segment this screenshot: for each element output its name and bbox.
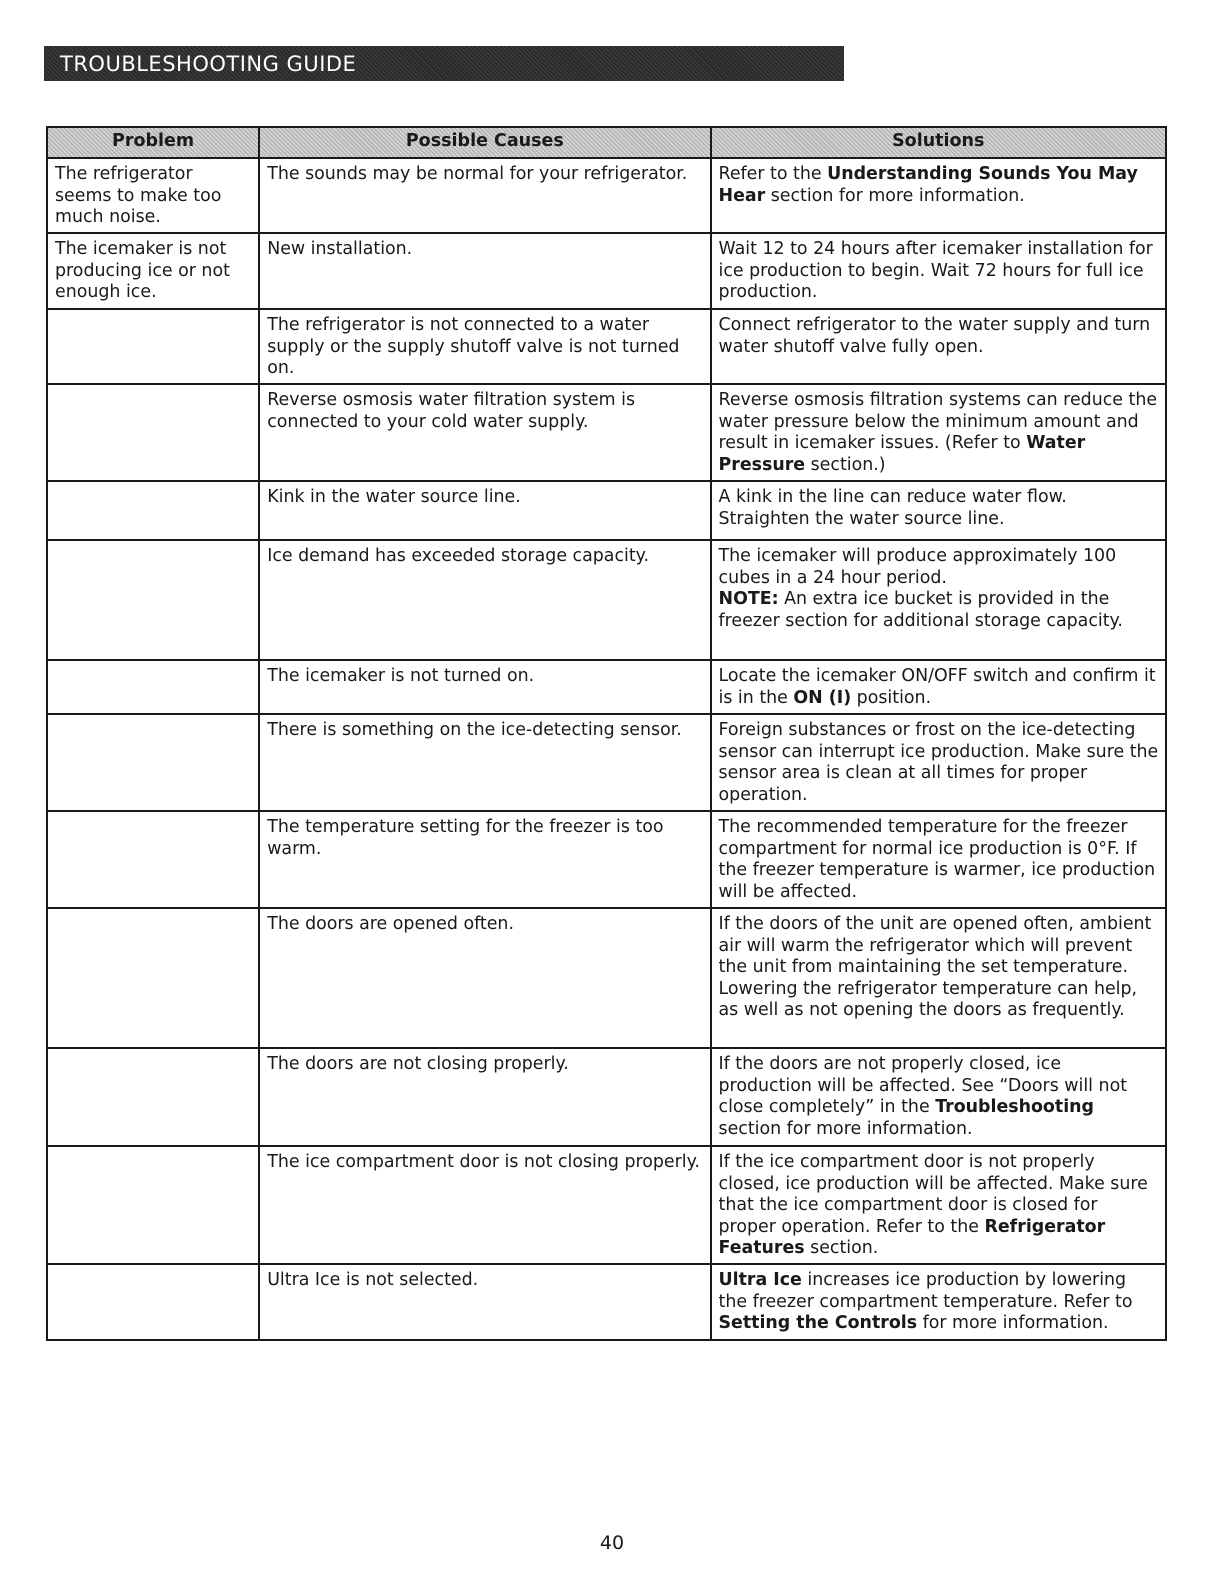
solution-bold-text: Setting the Controls — [718, 1313, 918, 1334]
table-row — [47, 233, 1166, 309]
solution-bold-text: Refrigerator Features — [718, 1216, 1106, 1259]
cause-cell: The temperature setting for the freezer is too warm. — [259, 811, 710, 908]
cause-cell: Ice demand has exceeded storage capacity. — [259, 540, 710, 660]
table-row — [47, 660, 1166, 714]
cause-cell: Kink in the water source line. — [259, 481, 710, 540]
cause-cell: The icemaker is not turned on. — [259, 660, 710, 714]
table-header-row — [47, 127, 1166, 158]
column-header-causes: Possible Causes — [259, 127, 710, 158]
solution-cell — [711, 384, 1166, 481]
solution-text: Reverse osmosis filtration systems can reduce the water pressure below the minimum amount and result in icemaker issues. (Refer to — [718, 390, 1158, 454]
section-title: TROUBLESHOOTING GUIDE — [60, 51, 357, 76]
solution-text: increases ice production by lowering the freezer compartment temperature. Refer to — [718, 1270, 1133, 1312]
problem-cell: The icemaker is not producing ice or not enough ice. — [47, 233, 259, 309]
cause-cell: The refrigerator is not connected to a water supply or the supply shutoff valve is not turned on. — [259, 309, 710, 384]
cause-cell: New installation. — [259, 233, 710, 309]
solution-cell — [711, 158, 1166, 233]
solution-cell: The recommended temperature for the freezer compartment for normal ice production is 0°F. If the freezer temperature is warmer, ice production will be affected. — [711, 811, 1166, 908]
problem-cell-continued — [47, 384, 259, 481]
problem-cell-continued — [47, 309, 259, 384]
table-row — [47, 384, 1166, 481]
problem-cell-continued — [47, 1264, 259, 1340]
solution-cell — [711, 660, 1166, 714]
solution-bold-text: Ultra Ice — [718, 1270, 802, 1290]
solution-cell: Connect refrigerator to the water supply and turn water shutoff valve fully open. — [711, 309, 1166, 384]
table-row — [47, 714, 1166, 811]
problem-cell-continued — [47, 811, 259, 908]
solution-bold-text: ON (I) — [793, 687, 852, 708]
solution-text: If the ice compartment door is not properly closed, ice production will be affected. Make sure that the ice compartment door is closed for proper operation. Refer to the — [718, 1152, 1148, 1237]
column-header-problem: Problem — [47, 127, 259, 158]
solution-bold-text: Water Pressure — [718, 433, 1086, 475]
solution-text: section.) — [805, 454, 886, 475]
table-row — [47, 540, 1166, 660]
problem-cell-continued — [47, 1146, 259, 1264]
solution-bold-text: Understanding Sounds You May Hear — [718, 164, 1138, 206]
solution-text: section for more information. — [718, 1118, 973, 1139]
table-row — [47, 811, 1166, 908]
solution-text: An extra ice bucket is provided in the freezer section for additional storage capacity. — [718, 589, 1123, 631]
cause-cell: The ice compartment door is not closing properly. — [259, 1146, 710, 1264]
solution-text: If the doors are not properly closed, ice production will be affected. See “Doors will not close completely” in the — [718, 1054, 1128, 1118]
cause-cell: There is something on the ice-detecting sensor. — [259, 714, 710, 811]
table-row — [47, 158, 1166, 233]
column-header-solutions: Solutions — [711, 127, 1166, 158]
problem-cell-continued — [47, 908, 259, 1048]
cause-cell: The sounds may be normal for your refrigerator. — [259, 158, 710, 233]
table-row — [47, 309, 1166, 384]
cause-cell: The doors are not closing properly. — [259, 1048, 710, 1146]
solution-cell — [711, 1264, 1166, 1340]
table-row — [47, 1048, 1166, 1146]
problem-cell: The refrigerator seems to make too much noise. — [47, 158, 259, 233]
problem-cell-continued — [47, 660, 259, 714]
problem-cell-continued — [47, 540, 259, 660]
note-label: NOTE: — [718, 589, 779, 610]
solution-text: Locate the icemaker ON/OFF switch and confirm it is in the — [718, 666, 1156, 708]
table-row — [47, 908, 1166, 1048]
solution-cell: A kink in the line can reduce water flow. Straighten the water source line. — [711, 481, 1166, 540]
solution-text: Refer to the — [718, 164, 828, 184]
solution-cell — [711, 540, 1166, 660]
cause-cell: Reverse osmosis water filtration system is connected to your cold water supply. — [259, 384, 710, 481]
solution-text: section for more information. — [765, 185, 1025, 206]
page-number: 40 — [599, 1532, 625, 1554]
solution-cell: If the doors of the unit are opened often, ambient air will warm the refrigerator which will prevent the unit from maintaining the set temperature. Lowering the refrigerator temperature can help, as well as not opening the doors as frequently. — [711, 908, 1166, 1048]
section-banner — [44, 46, 844, 81]
solution-cell — [711, 1048, 1166, 1146]
solution-cell: Foreign substances or frost on the ice-detecting sensor can interrupt ice production. Make sure the sensor area is clean at all times for proper operation. — [711, 714, 1166, 811]
problem-cell-continued — [47, 714, 259, 811]
problem-cell-continued — [47, 1048, 259, 1146]
solution-text: section. — [804, 1238, 879, 1259]
problem-cell-continued — [47, 481, 259, 540]
table-row — [47, 1264, 1166, 1340]
solution-bold-text: Troubleshooting — [935, 1097, 1094, 1118]
solution-cell — [711, 1146, 1166, 1264]
cause-cell: The doors are opened often. — [259, 908, 710, 1048]
solution-text: The icemaker will produce approximately 100 cubes in a 24 hour period. — [718, 546, 1117, 588]
solution-cell: Wait 12 to 24 hours after icemaker installation for ice production to begin. Wait 72 hours for full ice production. — [711, 233, 1166, 309]
table-row — [47, 1146, 1166, 1264]
solution-text: for more information. — [917, 1313, 1109, 1334]
cause-cell: Ultra Ice is not selected. — [259, 1264, 710, 1340]
troubleshooting-table — [46, 126, 1167, 1341]
solution-text: position. — [851, 687, 932, 708]
table-row — [47, 481, 1166, 540]
